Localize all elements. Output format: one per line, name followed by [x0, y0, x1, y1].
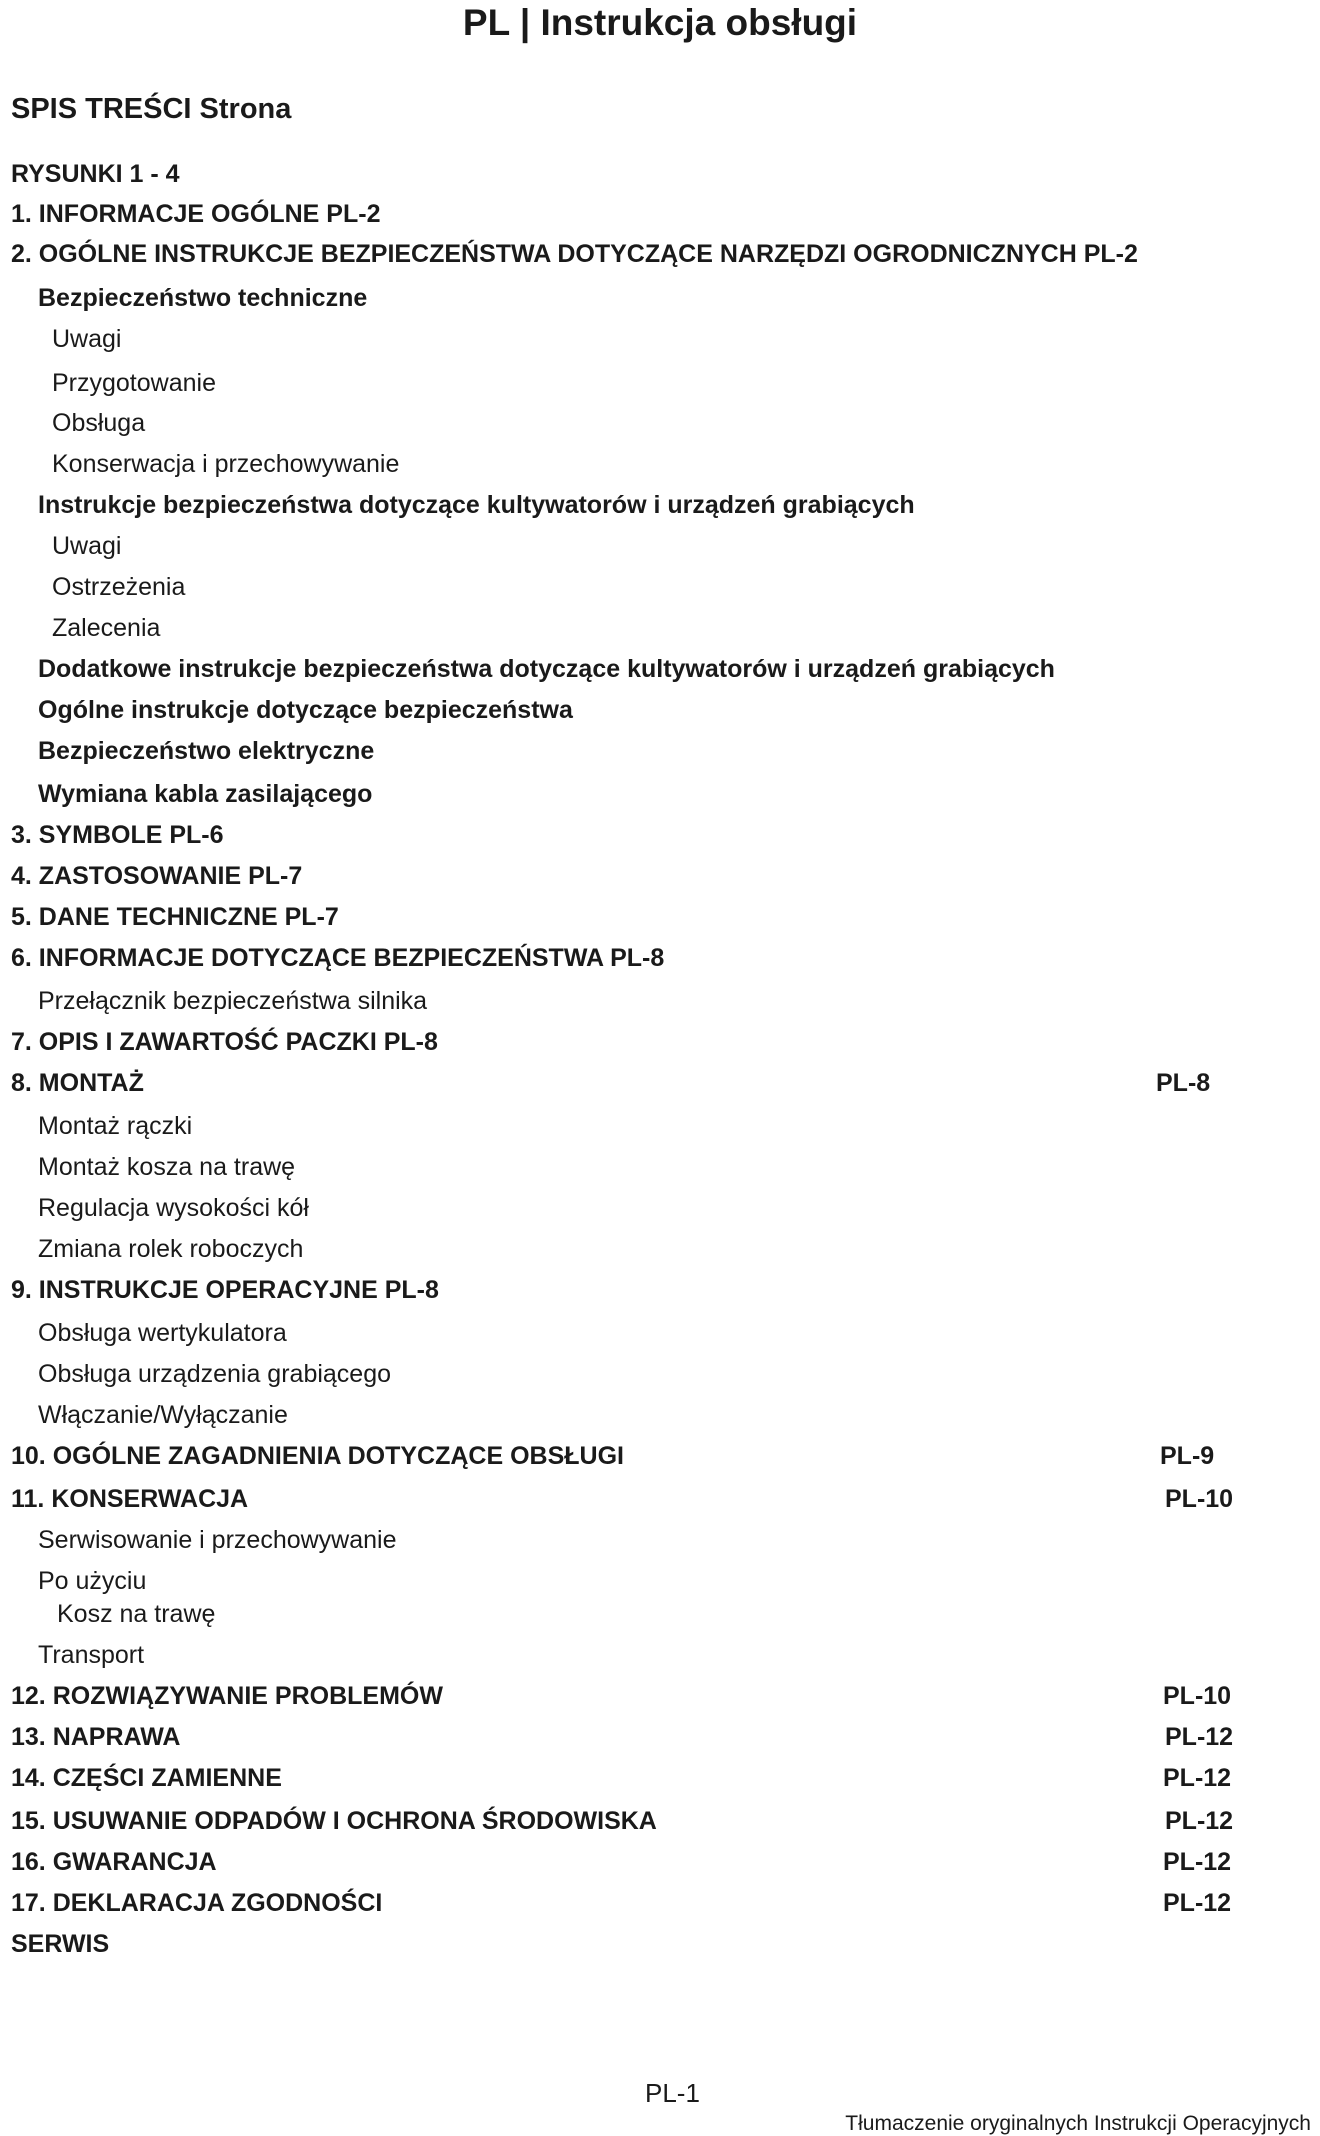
toc-page-ref: PL-12	[1165, 1807, 1234, 1835]
toc-section-10: 10. OGÓLNE ZAGADNIENIA DOTYCZĄCE OBSŁUGI	[11, 1442, 625, 1470]
toc-section-16: 16. GWARANCJA	[11, 1848, 217, 1876]
toc-service: SERWIS	[11, 1930, 110, 1958]
page-number: PL-1	[645, 2078, 700, 2108]
toc-figures: RYSUNKI 1 - 4	[11, 160, 180, 188]
toc-page-ref: PL-9	[1160, 1442, 1215, 1470]
page-title: PL | Instrukcja obsługi	[462, 2, 858, 43]
toc-item: Kosz na trawę	[57, 1600, 216, 1628]
toc-subsection: Ogólne instrukcje dotyczące bezpieczeństwa	[38, 696, 573, 724]
toc-section-1: 1. INFORMACJE OGÓLNE PL-2	[11, 200, 381, 228]
toc-subsection: Wymiana kabla zasilającego	[38, 780, 373, 808]
toc-item: Konserwacja i przechowywanie	[52, 450, 400, 478]
toc-section-14: 14. CZĘŚCI ZAMIENNE	[11, 1764, 282, 1792]
toc-item: Obsługa wertykulatora	[38, 1319, 287, 1347]
toc-page-ref: PL-12	[1163, 1764, 1232, 1792]
toc-section-17: 17. DEKLARACJA ZGODNOŚCI	[11, 1889, 383, 1917]
toc-item: Uwagi	[52, 325, 122, 353]
toc-section-11: 11. KONSERWACJA	[11, 1485, 249, 1513]
toc-item: Przełącznik bezpieczeństwa silnika	[38, 987, 428, 1015]
toc-item: Włączanie/Wyłączanie	[38, 1401, 288, 1429]
toc-item: Zalecenia	[52, 614, 161, 642]
toc-item: Regulacja wysokości kół	[38, 1194, 309, 1222]
toc-subsection: Dodatkowe instrukcje bezpieczeństwa dotyczące kultywatorów i urządzeń grabiących	[38, 655, 1055, 683]
toc-page-ref: PL-12	[1165, 1723, 1234, 1751]
footer-note: Tłumaczenie oryginalnych Instrukcji Operacyjnych	[845, 2112, 1311, 2135]
toc-item: Przygotowanie	[52, 369, 216, 397]
toc-section-9: 9. INSTRUKCJE OPERACYJNE PL-8	[11, 1276, 439, 1304]
toc-section-3: 3. SYMBOLE PL-6	[11, 821, 224, 849]
toc-item: Montaż kosza na trawę	[38, 1153, 296, 1181]
toc-subsection: Bezpieczeństwo techniczne	[38, 284, 368, 312]
toc-item: Uwagi	[52, 532, 122, 560]
toc-item: Transport	[38, 1641, 145, 1669]
toc-page-ref: PL-12	[1163, 1848, 1232, 1876]
toc-item: Po użyciu	[38, 1567, 147, 1595]
toc-item: Zmiana rolek roboczych	[38, 1235, 304, 1263]
toc-heading: SPIS TREŚCI Strona	[11, 93, 292, 125]
toc-item: Ostrzeżenia	[52, 573, 186, 601]
toc-page-ref: PL-10	[1163, 1682, 1232, 1710]
toc-page-ref: PL-12	[1163, 1889, 1232, 1917]
toc-page-ref: PL-10	[1165, 1485, 1234, 1513]
toc-item: Serwisowanie i przechowywanie	[38, 1526, 397, 1554]
toc-page-ref: PL-8	[1156, 1069, 1211, 1097]
toc-subsection: Instrukcje bezpieczeństwa dotyczące kultywatorów i urządzeń grabiących	[38, 491, 915, 519]
toc-item: Obsługa	[52, 409, 146, 437]
toc-item: Montaż rączki	[38, 1112, 193, 1140]
toc-section-8: 8. MONTAŻ	[11, 1069, 144, 1097]
toc-section-7: 7. OPIS I ZAWARTOŚĆ PACZKI PL-8	[11, 1028, 438, 1056]
toc-subsection: Bezpieczeństwo elektryczne	[38, 737, 375, 765]
toc-section-15: 15. USUWANIE ODPADÓW I OCHRONA ŚRODOWISKA	[11, 1807, 657, 1835]
toc-section-6: 6. INFORMACJE DOTYCZĄCE BEZPIECZEŃSTWA PL-8	[11, 944, 665, 972]
toc-section-5: 5. DANE TECHNICZNE PL-7	[11, 903, 339, 931]
toc-item: Obsługa urządzenia grabiącego	[38, 1360, 392, 1388]
toc-section-4: 4. ZASTOSOWANIE PL-7	[11, 862, 303, 890]
toc-section-2: 2. OGÓLNE INSTRUKCJE BEZPIECZEŃSTWA DOTYCZĄCE NARZĘDZI OGRODNICZNYCH PL-2	[11, 240, 1138, 268]
toc-section-12: 12. ROZWIĄZYWANIE PROBLEMÓW	[11, 1682, 443, 1710]
toc-section-13: 13. NAPRAWA	[11, 1723, 181, 1751]
